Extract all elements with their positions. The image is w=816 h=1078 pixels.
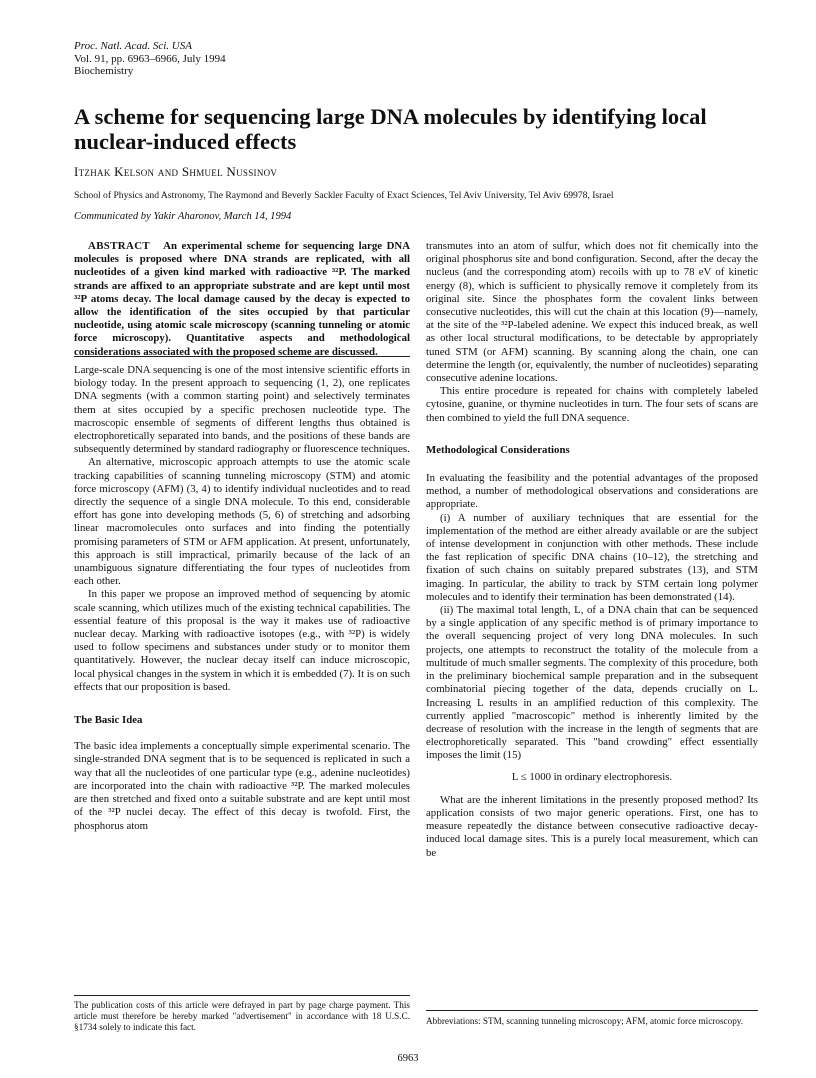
- journal-volume: Vol. 91, pp. 6963–6966, July 1994: [74, 52, 226, 65]
- paragraph: This entire procedure is repeated for chains with completely labeled cytosine, guanine, or thymine nucleotides in turn. The four sets of scans are then combined to yield the full DNA sequence.: [426, 385, 758, 424]
- footnote-divider: [426, 1010, 758, 1011]
- paragraph: Large-scale DNA sequencing is one of the most intensive scientific efforts in biology today. In the present approach to sequencing (1, 2), one replicates DNA segments (with a common starting point) and selectively terminates them at sites occupied by a specific prechosen nucleotide type. The macroscopic ensemble of segments of different lengths thus obtained is electrophoretically separated into bands, and the positions of these bands are subsequently determined by standard radiography or fluorescence techniques.: [74, 364, 410, 456]
- paragraph: In this paper we propose an improved method of sequencing by atomic scale scanning, which utilizes much of the existing technical capabilities. The essential feature of this proposal is the way it makes use of radioactive nuclear decay. Marking with radioactive isotopes (e.g., with ³²P) is widely used to follow specimens and substances under study or to monitor them quantitatively. However, the nuclear decay itself can induce microscopic, local physical changes in the system in which it is embedded (7). It is on such effects that our proposition is based.: [74, 588, 410, 693]
- abstract-divider: [74, 356, 410, 357]
- left-column: [74, 364, 410, 833]
- abstract-label: ABSTRACT: [88, 240, 150, 252]
- footnote-divider: [74, 995, 410, 996]
- equation: L ≤ 1000 in ordinary electrophoresis.: [511, 770, 673, 783]
- paragraph: An alternative, microscopic approach attempts to use the atomic scale tracking capabilities of scanning tunneling microscopy (STM) and atomic force microscopy (AFM) (3, 4) to identify individual nucleotides and to read directly the sequence of a single DNA molecule. To this end, considerable effort has gone into developing methods (5, 6) of stretching and adsorbing linear macromolecules onto surfaces and into finding the potentially promising parameters of STM or AFM application. At present, unfortunately, this approach is still impractical, primarily because of the lack of an unambiguous signature differentiating the four types of nucleotides from each other.: [74, 456, 410, 588]
- abbreviations-footnote: Abbreviations: STM, scanning tunneling microscopy; AFM, atomic force microscopy.: [426, 1016, 744, 1026]
- section-heading: Methodological Considerations: [426, 443, 570, 456]
- right-column: [426, 240, 758, 860]
- paragraph: (i) A number of auxiliary techniques that are essential for the implementation of the method are either already available or are the subject of intense development in conjunction with other methods. These include the fast replication of specific DNA chains (10–12), the stretching and fixation of such chains on suitably prepared substrates (13), and STM imaging. In particular, the ability to track by STM certain long polymer molecules and to identify their termination has been demonstrated (14).: [426, 511, 758, 603]
- page-number: 6963: [397, 1053, 419, 1064]
- abstract-text: An experimental scheme for sequencing large DNA molecules is proposed where DNA strands are replicated, with all nucleotides of a given kind marked with radioactive ³²P. The marked strands are affixed to an appropriate substrate and are kept until most ³²P atoms decay. The local damage caused by the decay is expected to allow the identification of the sites occupied by that particular nucleotide, using atomic scale microscopy (scanning tunneling or atomic force microscopy). Quantitative aspects and methodological considerations associated with the proposed scheme are discussed.: [74, 240, 410, 358]
- journal-header: [74, 40, 226, 78]
- section-heading: The Basic Idea: [74, 714, 143, 727]
- paragraph: In evaluating the feasibility and the potential advantages of the proposed method, a number of methodological observations and considerations are appropriate.: [426, 472, 758, 511]
- paragraph: transmutes into an atom of sulfur, which does not fit chemically into the original phosphorus site and bond configuration. Second, after the decay the nucleus (and the corresponding atom) recoils with up to 78 eV of kinetic energy (8), which is sufficient to physically remove it completely from its original site. Since the phosphates form the covalent links between consecutive nucleotides, this will cut the chain at this location (9)—namely, at the site of the ³²P-labeled adenine. We expect this induced break, as well as other local structural modifications, to be detectable by appropriately tuned STM (or AFM) scanning. By scanning along the chain, one can determine the length (or, equivalently, the number of nucleotides) separating consecutive adenine locations.: [426, 240, 758, 385]
- abstract: [74, 240, 410, 359]
- affiliation: School of Physics and Astronomy, The Raymond and Beverly Sackler Faculty of Exact Sciences, Tel Aviv University, Tel Aviv 69978, Israel: [74, 190, 614, 201]
- paragraph: The basic idea implements a conceptually simple experimental scenario. The single-stranded DNA segment that is to be sequenced is replicated in such a way that all the nucleotides of one particular type (e.g., adenine nucleotides) are incorporated into the chain with radioactive ³²P. The marked molecules are then stretched and fixed onto a suitable substrate and are kept until most of the ³²P nuclei decay. The effect of this decay is twofold. First, the phosphorus atom: [74, 740, 410, 832]
- journal-section: Biochemistry: [74, 65, 134, 77]
- paragraph: What are the inherent limitations in the presently proposed method? Its application consists of two major generic operations. First, one has to measure repeatedly the distance between consecutive radioactive decay-induced local damage sites. This is a purely local measurement, which can be: [426, 793, 758, 859]
- authors: Itzhak Kelson and Shmuel Nussinov: [74, 164, 278, 179]
- paragraph: (ii) The maximal total length, L, of a DNA chain that can be sequenced by a single application of any specific method is of primary importance to the overall sequencing project of very long DNA molecules. In such projects, one attempts to reconstruct the totality of the molecule from a multitude of much smaller segments. The complexity of this procedure, both in the preliminary biochemical sample preparation and in the subsequent combinatorial piecing together of the data, depends crucially on L. Increasing L results in an amplified reduction of this complexity. The currently applied "macroscopic" method is inherently limited by the decrease of resolution with the increase in the length of segments that are electrophoretically separated. This "band crowding" effect essentially imposes the limit (15): [426, 604, 758, 762]
- journal-name: Proc. Natl. Acad. Sci. USA: [74, 40, 192, 52]
- publication-cost-footnote: The publication costs of this article were defrayed in part by page charge payment. This article must therefore be hereby marked "advertisement" in accordance with 18 U.S.C. §1734 solely to indicate this fact.: [74, 1000, 410, 1032]
- communicated-by: Communicated by Yakir Aharonov, March 14, 1994: [74, 211, 292, 222]
- paper-title: A scheme for sequencing large DNA molecules by identifying local nuclear-induced effects: [74, 104, 707, 154]
